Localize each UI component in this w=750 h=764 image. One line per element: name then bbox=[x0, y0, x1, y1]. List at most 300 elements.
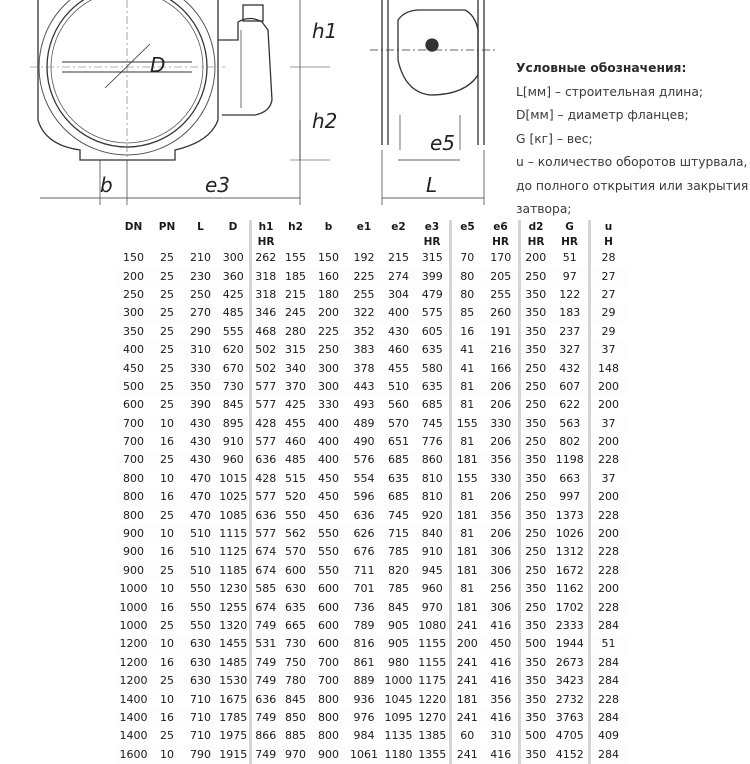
table-cell: 51 bbox=[552, 249, 590, 267]
legend-line: G [кг] – вес; bbox=[516, 131, 593, 146]
table-cell: 800 bbox=[117, 488, 151, 506]
table-cell: 490 bbox=[347, 433, 382, 451]
table-cell: 25 bbox=[151, 562, 184, 580]
table-cell: 489 bbox=[347, 415, 382, 433]
table-cell: 820 bbox=[382, 562, 416, 580]
table-cell: 155 bbox=[450, 415, 484, 433]
table-cell: 181 bbox=[450, 690, 484, 708]
table-cell: 1000 bbox=[382, 672, 416, 690]
table-cell: 430 bbox=[184, 451, 218, 469]
table-cell: 350 bbox=[184, 378, 218, 396]
table-cell: 580 bbox=[416, 359, 451, 377]
table-cell: 710 bbox=[184, 727, 218, 745]
table-cell: 25 bbox=[151, 359, 184, 377]
table-cell: 1385 bbox=[416, 727, 451, 745]
table-cell: 41 bbox=[450, 359, 484, 377]
table-cell: 1115 bbox=[218, 525, 251, 543]
table-cell: 81 bbox=[450, 525, 484, 543]
table-cell: 183 bbox=[552, 304, 590, 322]
table-cell: 570 bbox=[281, 543, 311, 561]
table-cell: 515 bbox=[281, 470, 311, 488]
label-D: D bbox=[150, 53, 166, 77]
table-cell: 970 bbox=[416, 598, 451, 616]
table-cell: 200 bbox=[589, 525, 627, 543]
table-cell: 300 bbox=[311, 378, 347, 396]
table-cell: 400 bbox=[382, 304, 416, 322]
table-cell: 685 bbox=[382, 451, 416, 469]
table-cell: 29 bbox=[589, 323, 627, 341]
table-cell: 28 bbox=[589, 249, 627, 267]
table-cell: 470 bbox=[184, 470, 218, 488]
table-cell: 315 bbox=[281, 341, 311, 359]
table-cell: 1000 bbox=[117, 580, 151, 598]
table-cell: 711 bbox=[347, 562, 382, 580]
table-cell: 25 bbox=[151, 341, 184, 359]
table-cell: 10 bbox=[151, 580, 184, 598]
table-cell: 416 bbox=[484, 709, 520, 727]
label-e3: e3 bbox=[205, 173, 231, 197]
table-cell: 510 bbox=[184, 543, 218, 561]
table-cell: 180 bbox=[311, 286, 347, 304]
table-cell: 60 bbox=[450, 727, 484, 745]
table-cell: 425 bbox=[281, 396, 311, 414]
table-cell: 200 bbox=[117, 267, 151, 285]
table-subheader-row bbox=[117, 235, 627, 249]
table-cell: 1455 bbox=[218, 635, 251, 653]
table-cell: 428 bbox=[250, 470, 281, 488]
table-cell: 430 bbox=[184, 433, 218, 451]
table-cell: 550 bbox=[184, 580, 218, 598]
table-cell: 432 bbox=[552, 359, 590, 377]
table-cell: 622 bbox=[552, 396, 590, 414]
table-cell: 400 bbox=[311, 451, 347, 469]
table-cell: 350 bbox=[519, 654, 552, 672]
table-cell: 1944 bbox=[552, 635, 590, 653]
table-cell: 502 bbox=[250, 359, 281, 377]
table-cell: 470 bbox=[184, 488, 218, 506]
column-header: e1 bbox=[356, 221, 372, 233]
table-cell: 350 bbox=[519, 451, 552, 469]
table-cell: 1198 bbox=[552, 451, 590, 469]
table-cell: 166 bbox=[484, 359, 520, 377]
table-cell: 350 bbox=[519, 709, 552, 727]
table-cell: 2673 bbox=[552, 654, 590, 672]
table-row bbox=[117, 249, 627, 267]
column-subheader bbox=[184, 235, 218, 249]
table-cell: 510 bbox=[184, 562, 218, 580]
table-cell: 785 bbox=[382, 543, 416, 561]
table-cell: 10 bbox=[151, 746, 184, 764]
table-cell: 350 bbox=[519, 672, 552, 690]
table-cell: 181 bbox=[450, 506, 484, 524]
table-cell: 730 bbox=[218, 378, 251, 396]
table-cell: 605 bbox=[416, 323, 451, 341]
table-cell: 400 bbox=[311, 415, 347, 433]
column-header: u bbox=[604, 221, 613, 233]
table-cell: 1155 bbox=[416, 654, 451, 672]
table-cell: 27 bbox=[589, 267, 627, 285]
column-subheader bbox=[311, 235, 347, 249]
table-cell: 170 bbox=[484, 249, 520, 267]
table-cell: 663 bbox=[552, 470, 590, 488]
table-cell: 350 bbox=[519, 746, 552, 764]
table-cell: 1530 bbox=[218, 672, 251, 690]
column-header: d2 bbox=[528, 221, 544, 233]
table-cell: 37 bbox=[589, 415, 627, 433]
table-cell: 225 bbox=[311, 323, 347, 341]
table-cell: 600 bbox=[311, 617, 347, 635]
label-b: b bbox=[100, 173, 113, 197]
table-row bbox=[117, 598, 627, 616]
table-cell: 960 bbox=[416, 580, 451, 598]
table-cell: 575 bbox=[416, 304, 451, 322]
table-row bbox=[117, 672, 627, 690]
column-subheader: HR bbox=[484, 235, 520, 249]
table-cell: 425 bbox=[218, 286, 251, 304]
table-cell: 330 bbox=[184, 359, 218, 377]
table-cell: 450 bbox=[484, 635, 520, 653]
table-cell: 1485 bbox=[218, 654, 251, 672]
table-cell: 4152 bbox=[552, 746, 590, 764]
table-cell: 215 bbox=[382, 249, 416, 267]
table-body bbox=[117, 249, 627, 764]
table-cell: 29 bbox=[589, 304, 627, 322]
table-cell: 200 bbox=[589, 433, 627, 451]
table-cell: 630 bbox=[184, 635, 218, 653]
table-cell: 228 bbox=[589, 562, 627, 580]
column-header: e5 bbox=[460, 221, 475, 233]
table-cell: 250 bbox=[117, 286, 151, 304]
column-subheader: H bbox=[604, 236, 613, 248]
table-cell: 228 bbox=[589, 598, 627, 616]
table-cell: 790 bbox=[184, 746, 218, 764]
table-cell: 800 bbox=[311, 690, 347, 708]
table-cell: 596 bbox=[347, 488, 382, 506]
table-cell: 280 bbox=[281, 323, 311, 341]
table-cell: 322 bbox=[347, 304, 382, 322]
table-cell: 200 bbox=[589, 488, 627, 506]
table-cell: 676 bbox=[347, 543, 382, 561]
table-cell: 1373 bbox=[552, 506, 590, 524]
table-cell: 1025 bbox=[218, 488, 251, 506]
table-cell: 1162 bbox=[552, 580, 590, 598]
table-cell: 500 bbox=[117, 378, 151, 396]
table-cell: 577 bbox=[250, 378, 281, 396]
table-cell: 16 bbox=[151, 488, 184, 506]
table-cell: 25 bbox=[151, 672, 184, 690]
column-subheader bbox=[218, 235, 251, 249]
table-cell: 80 bbox=[450, 286, 484, 304]
table-cell: 636 bbox=[250, 690, 281, 708]
table-cell: 889 bbox=[347, 672, 382, 690]
table-cell: 330 bbox=[484, 470, 520, 488]
table-cell: 122 bbox=[552, 286, 590, 304]
table-cell: 250 bbox=[519, 525, 552, 543]
table-cell: 350 bbox=[519, 617, 552, 635]
table-cell: 155 bbox=[450, 470, 484, 488]
table-cell: 200 bbox=[589, 396, 627, 414]
legend-line: D[мм] – диаметр фланцев; bbox=[516, 108, 689, 122]
table-cell: 340 bbox=[281, 359, 311, 377]
table-row bbox=[117, 543, 627, 561]
table-cell: 256 bbox=[484, 580, 520, 598]
table-cell: 150 bbox=[117, 249, 151, 267]
table-cell: 816 bbox=[347, 635, 382, 653]
table-cell: 1702 bbox=[552, 598, 590, 616]
table-cell: 685 bbox=[382, 488, 416, 506]
table-cell: 715 bbox=[382, 525, 416, 543]
table-cell: 651 bbox=[382, 433, 416, 451]
table-cell: 10 bbox=[151, 690, 184, 708]
table-cell: 636 bbox=[250, 451, 281, 469]
table-row bbox=[117, 359, 627, 377]
table-cell: 245 bbox=[281, 304, 311, 322]
table-cell: 1125 bbox=[218, 543, 251, 561]
table-cell: 700 bbox=[117, 451, 151, 469]
table-cell: 1080 bbox=[416, 617, 451, 635]
table-cell: 493 bbox=[347, 396, 382, 414]
table-row bbox=[117, 488, 627, 506]
table-cell: 585 bbox=[250, 580, 281, 598]
table-row bbox=[117, 341, 627, 359]
table-cell: 350 bbox=[519, 470, 552, 488]
table-row bbox=[117, 433, 627, 451]
table-cell: 1400 bbox=[117, 709, 151, 727]
table-cell: 356 bbox=[484, 506, 520, 524]
table-cell: 155 bbox=[281, 249, 311, 267]
table-cell: 2732 bbox=[552, 690, 590, 708]
table-cell: 81 bbox=[450, 396, 484, 414]
table-cell: 900 bbox=[117, 543, 151, 561]
table-cell: 710 bbox=[184, 690, 218, 708]
table-cell: 16 bbox=[151, 543, 184, 561]
table-cell: 284 bbox=[589, 709, 627, 727]
table-cell: 237 bbox=[552, 323, 590, 341]
table-cell: 1400 bbox=[117, 690, 151, 708]
table-cell: 510 bbox=[184, 525, 218, 543]
table-cell: 330 bbox=[311, 396, 347, 414]
table-cell: 970 bbox=[281, 746, 311, 764]
table-cell: 520 bbox=[281, 488, 311, 506]
table-cell: 1600 bbox=[117, 746, 151, 764]
table-cell: 1230 bbox=[218, 580, 251, 598]
table-cell: 350 bbox=[519, 415, 552, 433]
table-row bbox=[117, 654, 627, 672]
table-cell: 350 bbox=[519, 323, 552, 341]
table-cell: 1255 bbox=[218, 598, 251, 616]
legend-line: L[мм] – строительная длина; bbox=[516, 84, 703, 99]
table-cell: 85 bbox=[450, 304, 484, 322]
table-cell: 185 bbox=[281, 267, 311, 285]
table-cell: 416 bbox=[484, 654, 520, 672]
table-cell: 1135 bbox=[382, 727, 416, 745]
table-cell: 290 bbox=[184, 323, 218, 341]
table-cell: 205 bbox=[484, 267, 520, 285]
column-subheader: HR bbox=[527, 236, 545, 248]
table-cell: 1095 bbox=[382, 709, 416, 727]
table-cell: 450 bbox=[311, 488, 347, 506]
table-cell: 450 bbox=[311, 470, 347, 488]
column-subheader: HR bbox=[552, 235, 590, 249]
table-cell: 350 bbox=[519, 286, 552, 304]
table-cell: 97 bbox=[552, 267, 590, 285]
table-cell: 25 bbox=[151, 617, 184, 635]
table-cell: 228 bbox=[589, 543, 627, 561]
column-header: D bbox=[218, 220, 251, 235]
table-cell: 191 bbox=[484, 323, 520, 341]
table-cell: 885 bbox=[281, 727, 311, 745]
table-cell: 416 bbox=[484, 746, 520, 764]
table-cell: 701 bbox=[347, 580, 382, 598]
table-cell: 550 bbox=[184, 617, 218, 635]
table-cell: 1320 bbox=[218, 617, 251, 635]
table-row bbox=[117, 525, 627, 543]
specification-table bbox=[116, 220, 627, 764]
label-L: L bbox=[426, 173, 438, 197]
table-row bbox=[117, 506, 627, 524]
table-cell: 630 bbox=[184, 672, 218, 690]
table-cell: 630 bbox=[281, 580, 311, 598]
table-cell: 370 bbox=[281, 378, 311, 396]
table-cell: 485 bbox=[281, 451, 311, 469]
table-cell: 25 bbox=[151, 304, 184, 322]
table-cell: 4705 bbox=[552, 727, 590, 745]
table-cell: 562 bbox=[281, 525, 311, 543]
table-cell: 845 bbox=[218, 396, 251, 414]
table-cell: 181 bbox=[450, 562, 484, 580]
table-row bbox=[117, 470, 627, 488]
table-cell: 984 bbox=[347, 727, 382, 745]
table-cell: 148 bbox=[589, 359, 627, 377]
table-cell: 674 bbox=[250, 562, 281, 580]
table-cell: 550 bbox=[281, 506, 311, 524]
table-cell: 550 bbox=[311, 562, 347, 580]
table-cell: 250 bbox=[519, 433, 552, 451]
table-cell: 550 bbox=[311, 525, 347, 543]
table-cell: 910 bbox=[416, 543, 451, 561]
table-cell: 531 bbox=[250, 635, 281, 653]
column-header: e2 bbox=[391, 221, 406, 233]
column-subheader bbox=[117, 235, 151, 249]
table-row bbox=[117, 580, 627, 598]
table-cell: 636 bbox=[347, 506, 382, 524]
table-cell: 555 bbox=[218, 323, 251, 341]
table-cell: 700 bbox=[311, 654, 347, 672]
table-cell: 250 bbox=[519, 488, 552, 506]
table-cell: 945 bbox=[416, 562, 451, 580]
table-cell: 230 bbox=[184, 267, 218, 285]
table-cell: 37 bbox=[589, 470, 627, 488]
legend-line: до полного открытия или закрытия bbox=[516, 178, 749, 193]
table-cell: 560 bbox=[382, 396, 416, 414]
table-cell: 318 bbox=[250, 286, 281, 304]
table-cell: 749 bbox=[250, 672, 281, 690]
table-cell: 860 bbox=[416, 451, 451, 469]
table-cell: 468 bbox=[250, 323, 281, 341]
legend-line: u – количество оборотов штурвала, bbox=[516, 155, 748, 169]
table-cell: 310 bbox=[184, 341, 218, 359]
table-cell: 550 bbox=[311, 543, 347, 561]
table-cell: 327 bbox=[552, 341, 590, 359]
column-header: h1 bbox=[258, 221, 274, 233]
table-cell: 16 bbox=[151, 709, 184, 727]
column-subheader bbox=[347, 235, 382, 249]
table-cell: 665 bbox=[281, 617, 311, 635]
table-cell: 710 bbox=[184, 709, 218, 727]
table-cell: 25 bbox=[151, 249, 184, 267]
table-cell: 450 bbox=[117, 359, 151, 377]
table-cell: 626 bbox=[347, 525, 382, 543]
table-cell: 600 bbox=[117, 396, 151, 414]
table-cell: 10 bbox=[151, 415, 184, 433]
table-cell: 250 bbox=[519, 562, 552, 580]
table-row bbox=[117, 378, 627, 396]
table-cell: 284 bbox=[589, 617, 627, 635]
legend-title: Условные обозначения: bbox=[516, 61, 687, 75]
table-cell: 550 bbox=[184, 598, 218, 616]
table-cell: 920 bbox=[416, 506, 451, 524]
table-cell: 360 bbox=[218, 267, 251, 285]
table-cell: 430 bbox=[382, 323, 416, 341]
table-cell: 70 bbox=[450, 249, 484, 267]
table-cell: 250 bbox=[184, 286, 218, 304]
column-header: e3 bbox=[416, 220, 451, 235]
table-cell: 460 bbox=[281, 433, 311, 451]
table-cell: 936 bbox=[347, 690, 382, 708]
table-cell: 255 bbox=[347, 286, 382, 304]
table-cell: 745 bbox=[416, 415, 451, 433]
table-cell: 200 bbox=[519, 249, 552, 267]
table-cell: 1400 bbox=[117, 727, 151, 745]
column-subheader: HR bbox=[416, 235, 451, 249]
table-cell: 600 bbox=[311, 635, 347, 653]
table-cell: 400 bbox=[311, 433, 347, 451]
table-cell: 470 bbox=[184, 506, 218, 524]
table-cell: 455 bbox=[281, 415, 311, 433]
table-cell: 905 bbox=[382, 617, 416, 635]
column-header: h2 bbox=[288, 221, 303, 233]
table-cell: 250 bbox=[519, 359, 552, 377]
table-cell: 900 bbox=[117, 562, 151, 580]
table-cell: 160 bbox=[311, 267, 347, 285]
table-cell: 200 bbox=[311, 304, 347, 322]
table-cell: 1672 bbox=[552, 562, 590, 580]
table-row bbox=[117, 617, 627, 635]
table-cell: 1200 bbox=[117, 654, 151, 672]
table-cell: 255 bbox=[484, 286, 520, 304]
table-cell: 563 bbox=[552, 415, 590, 433]
table-cell: 306 bbox=[484, 543, 520, 561]
table-cell: 25 bbox=[151, 286, 184, 304]
table-cell: 1180 bbox=[382, 746, 416, 764]
table-cell: 400 bbox=[117, 341, 151, 359]
table-cell: 749 bbox=[250, 746, 281, 764]
table-cell: 1220 bbox=[416, 690, 451, 708]
table-cell: 270 bbox=[184, 304, 218, 322]
table-cell: 350 bbox=[519, 580, 552, 598]
table-cell: 1785 bbox=[218, 709, 251, 727]
table-cell: 700 bbox=[117, 415, 151, 433]
table-cell: 200 bbox=[589, 378, 627, 396]
table-cell: 600 bbox=[311, 580, 347, 598]
table-cell: 1085 bbox=[218, 506, 251, 524]
table-cell: 460 bbox=[382, 341, 416, 359]
table-cell: 274 bbox=[382, 267, 416, 285]
table-cell: 10 bbox=[151, 525, 184, 543]
table-cell: 485 bbox=[218, 304, 251, 322]
table-cell: 250 bbox=[519, 378, 552, 396]
label-h1: h1 bbox=[312, 19, 338, 43]
